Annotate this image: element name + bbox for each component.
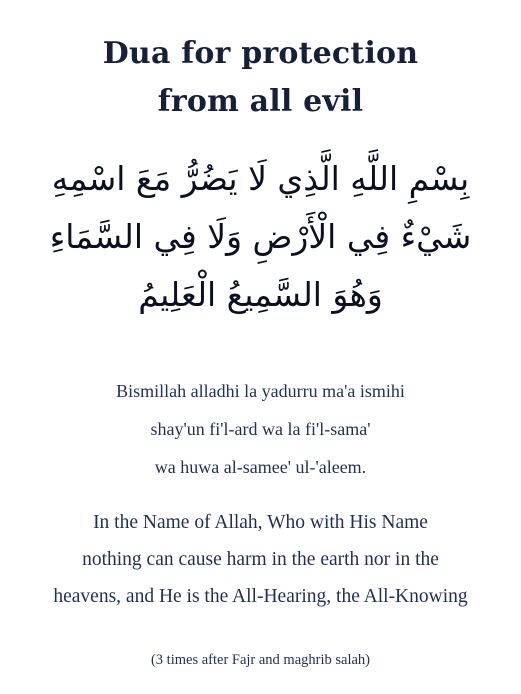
page-title [0, 30, 521, 126]
arabic-line-1: بِسْمِ اللَّهِ الَّذِي لَا يَضُرُّ مَعَ اسْمِهِ [51, 159, 470, 198]
usage-note: (3 times after Fajr and maghrib salah) [150, 652, 371, 668]
translation-line-2: nothing can cause harm in the earth nor in the [82, 549, 439, 570]
translation [0, 504, 521, 615]
translation-line-3: heavens, and He is the All-Hearing, the All-Knowing [53, 586, 468, 607]
translation-line-1: In the Name of Allah, Who with His Name [93, 512, 428, 533]
arabic-text [30, 150, 491, 324]
arabic-line-2: شَيْءٌ فِي الْأَرْضِ وَلَا فِي السَّمَاءِ [49, 217, 472, 256]
transliteration [0, 372, 521, 486]
transliteration-line-3: wa huwa al-samee' ul-'aleem. [154, 457, 367, 477]
title-line-1: Dua for protection [102, 36, 419, 71]
transliteration-line-1: Bismillah alladhi la yadurru ma'a ismihi [116, 381, 405, 401]
title-line-2: from all evil [157, 84, 364, 119]
arabic-line-3: وَهُوَ السَّمِيعُ الْعَلِيمُ [138, 275, 383, 314]
transliteration-line-2: shay'un fi'l-ard wa la fi'l-sama' [150, 419, 371, 439]
